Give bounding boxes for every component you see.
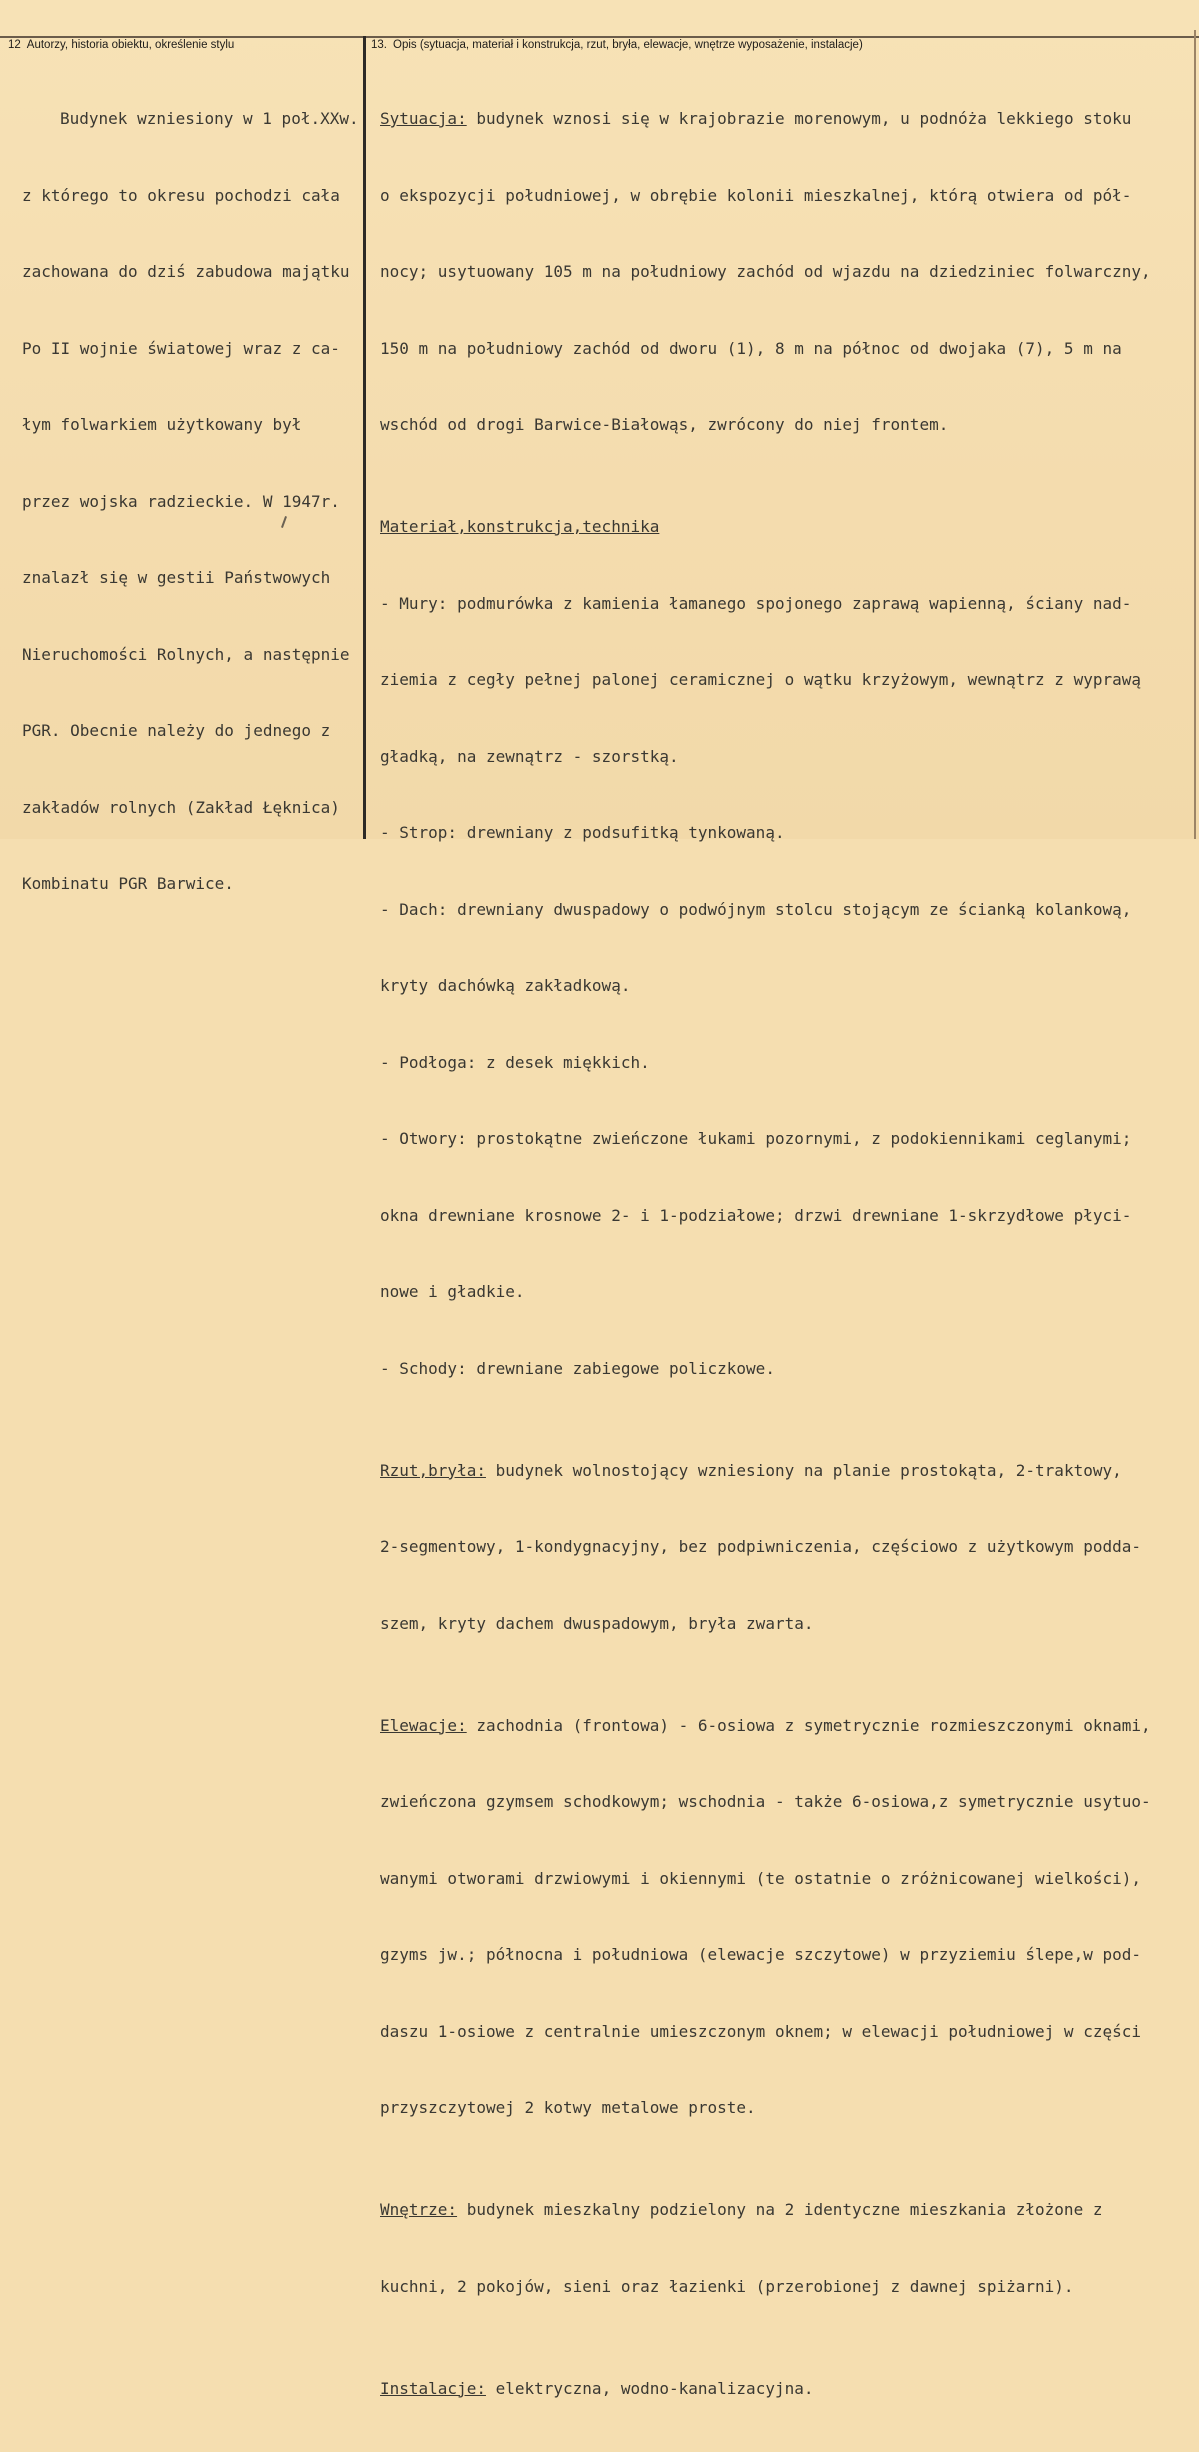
right-column-header: [371, 39, 863, 51]
sytuacja-line: nocy; usytuowany 105 m na południowy zachód od wjazdu na dziedziniec folwarczny,: [380, 262, 1151, 281]
material-line: - Podłoga: z desek miękkich.: [380, 1052, 650, 1072]
description-text: [380, 55, 1190, 2452]
instalacje-text: elektryczna, wodno-kanalizacyjna.: [485, 2378, 814, 2398]
history-line: Kombinatu PGR Barwice.: [22, 874, 234, 893]
material-line: - Mury: podmurówka z kamienia łamanego spojonego zaprawą wapienną, ściany nad-: [380, 593, 1132, 613]
history-line: Po II wojnie światowej wraz z ca-: [22, 338, 340, 358]
instalacje-line: [380, 2376, 1190, 2402]
rzut-line: szem, kryty dachem dwuspadowym, bryła zwarta.: [380, 1613, 814, 1633]
history-line: Nieruchomości Rolnych, a następnie: [22, 644, 350, 664]
wnetrze-heading: Wnętrze:: [380, 2200, 458, 2219]
material-line: nowe i gładkie.: [380, 1282, 525, 1301]
wnetrze-text: budynek mieszkalny podzielony na 2 identyczne mieszkania złożone z: [457, 2200, 1103, 2219]
left-header-title: Autorzy, historia obiektu, określenie stylu: [26, 39, 235, 51]
elewacje-heading: Elewacje:: [380, 1715, 467, 1735]
right-header-title: Opis (sytuacja, materiał i konstrukcja, rzut, bryła, elewacje, wnętrze wyposażenie, instalacje): [393, 39, 863, 51]
wnetrze-line: kuchni, 2 pokojów, sieni oraz łazienki (przerobionej z dawnej spiżarni).: [380, 2276, 1074, 2296]
history-line: przez wojska radzieckie. W 1947r.: [22, 491, 340, 511]
elewacje-line: wanymi otworami drzwiowymi i okiennymi (te ostatnie o zróżnicowanej wielkości),: [380, 1868, 1141, 1888]
instalacje-heading: Instalacje:: [380, 2378, 486, 2398]
right-frame: [1194, 30, 1196, 839]
sytuacja-line: [380, 106, 1190, 132]
rzut-heading: Rzut,bryła:: [380, 1460, 486, 1480]
material-line: ziemia z cegły pełnej palonej ceramicznej o wątku krzyżowym, wewnątrz z wyprawą: [380, 670, 1141, 689]
right-header-number: 13.: [371, 39, 387, 51]
material-line: - Otwory: prostokątne zwieńczone łukami pozornymi, z podokiennikami ceglanymi;: [380, 1129, 1132, 1148]
rzut-line: [380, 1458, 1190, 1484]
history-line: Budynek wzniesiony w 1 poł.XXw.: [60, 109, 359, 128]
history-line: zachowana do dziś zabudowa majątku: [22, 262, 350, 281]
history-line: PGR. Obecnie należy do jednego z: [22, 721, 331, 740]
left-column-header: [8, 39, 234, 51]
sytuacja-line: o ekspozycji południowej, w obrębie kolonii mieszkalnej, którą otwiera od pół-: [380, 185, 1132, 205]
sytuacja-text: budynek wznosi się w krajobrazie morenowym, u podnóża lekkiego stoku: [466, 109, 1132, 128]
material-line: gładką, na zewnątrz - szorstką.: [380, 746, 679, 766]
sytuacja-line: 150 m na południowy zachód od dworu (1), 8 m na północ od dwojaka (7), 5 m na: [380, 338, 1122, 358]
material-line: - Strop: drewniany z podsufitką tynkowaną.: [380, 823, 785, 842]
history-line: zakładów rolnych (Zakład Łęknica): [22, 797, 340, 817]
wnetrze-line: [380, 2197, 1190, 2223]
history-line: znalazł się w gestii Państwowych: [22, 568, 331, 587]
elewacje-text: zachodnia (frontowa) - 6-osiowa z symetrycznie rozmieszczonymi oknami,: [466, 1715, 1151, 1735]
left-header-number: 12: [8, 39, 21, 51]
elewacje-line: gzyms jw.; północna i południowa (elewacje szczytowe) w przyziemiu ślepe,w pod-: [380, 1945, 1141, 1964]
history-line: z którego to okresu pochodzi cała: [22, 185, 340, 205]
elewacje-line: [380, 1713, 1190, 1739]
history-line: łym folwarkiem użytkowany był: [22, 415, 302, 434]
sytuacja-line: wschód od drogi Barwice-Białowąs, zwrócony do niej frontem.: [380, 415, 949, 434]
material-heading: Materiał,konstrukcja,technika: [380, 517, 660, 536]
column-divider: [363, 36, 366, 839]
material-line: okna drewniane krosnowe 2- i 1-podziałowe; drzwi drewniane 1-skrzydłowe płyci-: [380, 1205, 1132, 1225]
material-line: [380, 514, 1190, 540]
elewacje-line: daszu 1-osiowe z centralnie umieszczonym oknem; w elewacji południowej w części: [380, 2021, 1141, 2041]
rzut-text: budynek wolnostojący wzniesiony na planie prostokąta, 2-traktowy,: [485, 1460, 1122, 1480]
rzut-line: 2-segmentowy, 1-kondygnacyjny, bez podpiwniczenia, częściowo z użytkowym podda-: [380, 1537, 1141, 1556]
material-line: kryty dachówką zakładkową.: [380, 976, 631, 995]
sytuacja-heading: Sytuacja:: [380, 109, 467, 128]
top-rule: [0, 36, 1199, 38]
elewacje-line: przyszczytowej 2 kotwy metalowe proste.: [380, 2098, 756, 2117]
material-line: - Dach: drewniany dwuspadowy o podwójnym stolcu stojącym ze ścianką kolankową,: [380, 899, 1132, 919]
material-line: - Schody: drewniane zabiegowe policzkowe.: [380, 1358, 775, 1378]
history-text: [22, 55, 362, 948]
elewacje-line: zwieńczona gzymsem schodkowym; wschodnia - także 6-osiowa,z symetrycznie usytuo-: [380, 1792, 1151, 1811]
